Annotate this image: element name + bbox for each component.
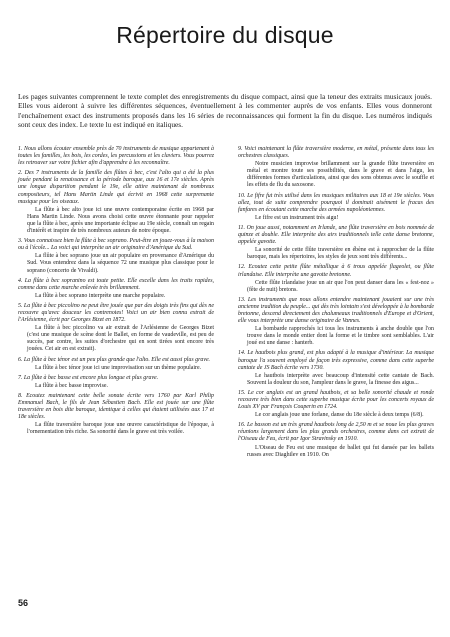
track-spoken-text: 7. La flûte à bec basse est encore plus longue et plus grave.: [18, 374, 159, 381]
track-entry: [18, 170, 214, 235]
track-description: La flûte à bec basse improvise.: [35, 382, 108, 389]
track-entry: [18, 238, 214, 274]
track-spoken-text: 10. Le fifre fut très utilisé dans les musiques militaires aux 18 et 19e siècles. Vous allez, tout de suite comprendre pourquoi il dominait aisément le fracas des fanfares en écoutant cette marche des armées napoléoniennes.: [238, 192, 434, 213]
track-description: La flûte à bec piccolino va air extrait de l'Arlésienne de Georges Bizet (c'est une musique de scène dont le Ballet, en forme de vaudeville, est peu de succès, par contre, les suites d'orchestre qui en sont tirées sont encore très jouées. Cet air en est extrait).: [27, 325, 214, 353]
track-entry: [18, 146, 214, 167]
track-entry: [18, 278, 214, 300]
track-entry: [18, 357, 214, 372]
track-description: Notre musicien improvise brillamment sur la grande flûte traversière en métal et montre toute ses possibilités, dans le grave et dans l'aigu, les différentes formes d'articulations, ainsi que des sons obtenus avec le souffle et les effets de flu du saxosone.: [247, 161, 434, 189]
track-entry: [238, 225, 434, 261]
track-spoken-text: 11. On joue aussi, notamment en Irlande, une flûte traversière en bois nommée de quinze et double. Elle interprète des airs traditionnels telle cette danse bretonne, appelée gavotte.: [238, 224, 434, 246]
track-description: La sonorité de cette flûte traversière en ébène est à rapprocher de la flûte baroque, mais les répertoires, les styles de jeux sont très différents...: [247, 247, 434, 261]
track-spoken-text: 13. Les instruments que nous allons entendre maintenant jouaient sur une très ancienne tradition du peuple... qui dès très lointain s'est développée à la bombarde bretonne, descend directement des chalumeaux traditionnels d'Europe et d'Orient, elle vous interprète une danse originaire de Vannes.: [238, 296, 434, 325]
track-spoken-text: 3. Vous connaissez bien la flûte à bec soprano. Peut-être en jouez-vous à la maison ou à l'école... La voici qui interprète un air originaire d'Amérique du Sud.: [18, 238, 214, 252]
track-spoken-text: 4. La flûte à bec sopranino est toute petite. Elle excelle dans les traits rapides, comme dans cette marche enlevée très brillamment.: [18, 277, 214, 291]
track-spoken-text: 9. Voici maintenant la flûte traversière moderne, en métal, présente dans tous les orchestres classiques.: [238, 146, 434, 160]
track-entry: [238, 193, 434, 222]
track-entry: [238, 297, 434, 348]
track-spoken-text: 8. Ecoutez maintenant cette belle sonate écrite vers 1760 par Karl Philip Emmanuel Bach, le fils de Jean Sébastien Bach. Elle est jouée sur une flûte traversière en bois dite baroque, identique à celles qui étaient utilisées aux 17 et 18e siècles.: [18, 392, 214, 421]
left-column: [18, 146, 214, 439]
track-spoken-text: 2. Des 7 instruments de la famille des flûtes à bec, c'est l'alto qui a été la plus jouée pendant la renaissance et la période baroque, aux 16 et 17e siècles. Après une longue disparition pendant le 19e, elle attire maintenant de nombreux compositeurs, tel Hans Martin Linde qui écrivit en 1968 cette surprenante musique pour les oiseaux.: [18, 170, 214, 205]
track-description: La flûte à bec alto joue ici une œuvre contemporaine écrite en 1968 par Hans Martin Linde. Nous avons choisi cette œuvre étonnante pour rappeler que la flûte à bec, après une importante éclipse au 19e siècle, connaît un regain d'intérêt et inspire de très nombreux auteurs de notre époque.: [27, 206, 214, 235]
track-entry: [238, 390, 434, 419]
track-spoken-text: 5. La flûte à bec piccolino ne peut être jouée que par des doigts très fins qui dès ne recouvre qu'avec douceur les contrenotes! Voici un air bien connu extrait de l'Arlésienne, écrit par Georges Bizet en 1872.: [18, 302, 214, 324]
page-title: Répertoire du disque: [116, 22, 334, 48]
right-column: [238, 146, 434, 462]
track-description: Le fifre est un instrument très aigu!: [255, 214, 339, 221]
track-description: La bombarde rapprochés ici tous les instruments à anche double que l'on trouve dans le monde entier dont la forme et le timbre sont semblables. L'air joué est une danse : hanterb.: [247, 326, 434, 347]
track-description: Le cor anglais joue une forlane, danse du 18e siècle à deux temps (6/8).: [255, 412, 424, 419]
track-entry: [18, 393, 214, 437]
track-spoken-text: 12. Ecoutez cette petite flûte métallique à 6 trous appelée flageolet, ou flûte irlandaise. Elle interprète une gavotte bretonne.: [238, 264, 434, 278]
track-description: La flûte à bec ténor joue ici une improvisation sur un thème populaire.: [35, 364, 202, 371]
track-description: Le hautbois interprète avec beaucoup d'intensité cette cantate de Bach. Souvent la douleur du son, l'ampleur dans le grave, la finesse des aigus...: [247, 372, 434, 386]
track-entry: [238, 146, 434, 190]
track-spoken-text: 15. Le cor anglais est un grand hautbois, et sa belle sonorité chaude et ronde recouvre très bien dans cette superbe musique écrite pour les concerts royaux de Louis XV par François Couperin en 1724.: [238, 389, 434, 411]
track-entry: [18, 303, 214, 354]
track-description: La flûte à bec soprano interprète une marche populaire.: [35, 292, 166, 299]
track-spoken-text: 6. La flûte à bec ténor est un peu plus grande que l'alto. Elle est aussi plus grave.: [18, 356, 211, 363]
track-entry: [18, 375, 214, 390]
track-entry: [238, 422, 434, 458]
page-number: 56: [18, 598, 29, 608]
intro-paragraph: Les pages suivantes comprennent le texte complet des enregistrements du disque compact, ainsi que la teneur des extraits musicaux joués. Elles vous aideront à suivre les différentes séquences, éventuellement à les commenter auprès de vos enfants. Elles vous donneront l'enchaînement exact des instruments proposés dans les 16 séries de reconnaissances qui forment la fin du disque. Les numéros indiqués sont ceux des index. Le texte lu est indiqué en italiques.: [18, 92, 432, 129]
track-entry: [238, 264, 434, 293]
track-spoken-text: 14. Le hautbois plus grand, est plus adapté à la musique d'intérieur. La musique baroque l'a souvent employé de façon très expressive, comme dans cette superbe cantate de JS Bach écrite vers 1730.: [238, 350, 434, 371]
track-description: La flûte à bec soprano joue un air populaire en provenance d'Amérique du Sud. Vous entendrez dans la séquence 72 une musique plus classique pour le soprano (concerto de Vivaldi).: [27, 253, 214, 274]
track-spoken-text: 16. Le basson est un très grand hautbois long de 2,50 m et se noue les plus graves réunions largement dans les plus grands orchestres, comme dans cet extrait de l'Oiseau de Feu, écrit par Igor Stravinsky en 1910.: [238, 422, 434, 443]
track-description: Cette flûte irlandaise joue un air que l'on peut danser dans les « fest-noz » (fête de nuit) bretons.: [247, 279, 434, 293]
track-description: La flûte traversière baroque joue une œuvre caractéristique de l'époque, à l'ornementation très riche. Sa sonorité dans le grave est très voilée.: [27, 422, 214, 436]
track-entry: [238, 350, 434, 386]
track-description: L'Oiseau de Feu est une musique de ballet qui fut dansée par les ballets russes avec Diaghilev en 1910. On: [247, 444, 434, 458]
track-spoken-text: 1. Nous allons écouter ensemble près de 70 instruments de musique appartenant à toutes les familles, les bois, les cordes, les percussions et les claviers. Vous pourrez les retrouver sur votre fichier afin d'apprendre à les reconnaître.: [18, 146, 214, 167]
